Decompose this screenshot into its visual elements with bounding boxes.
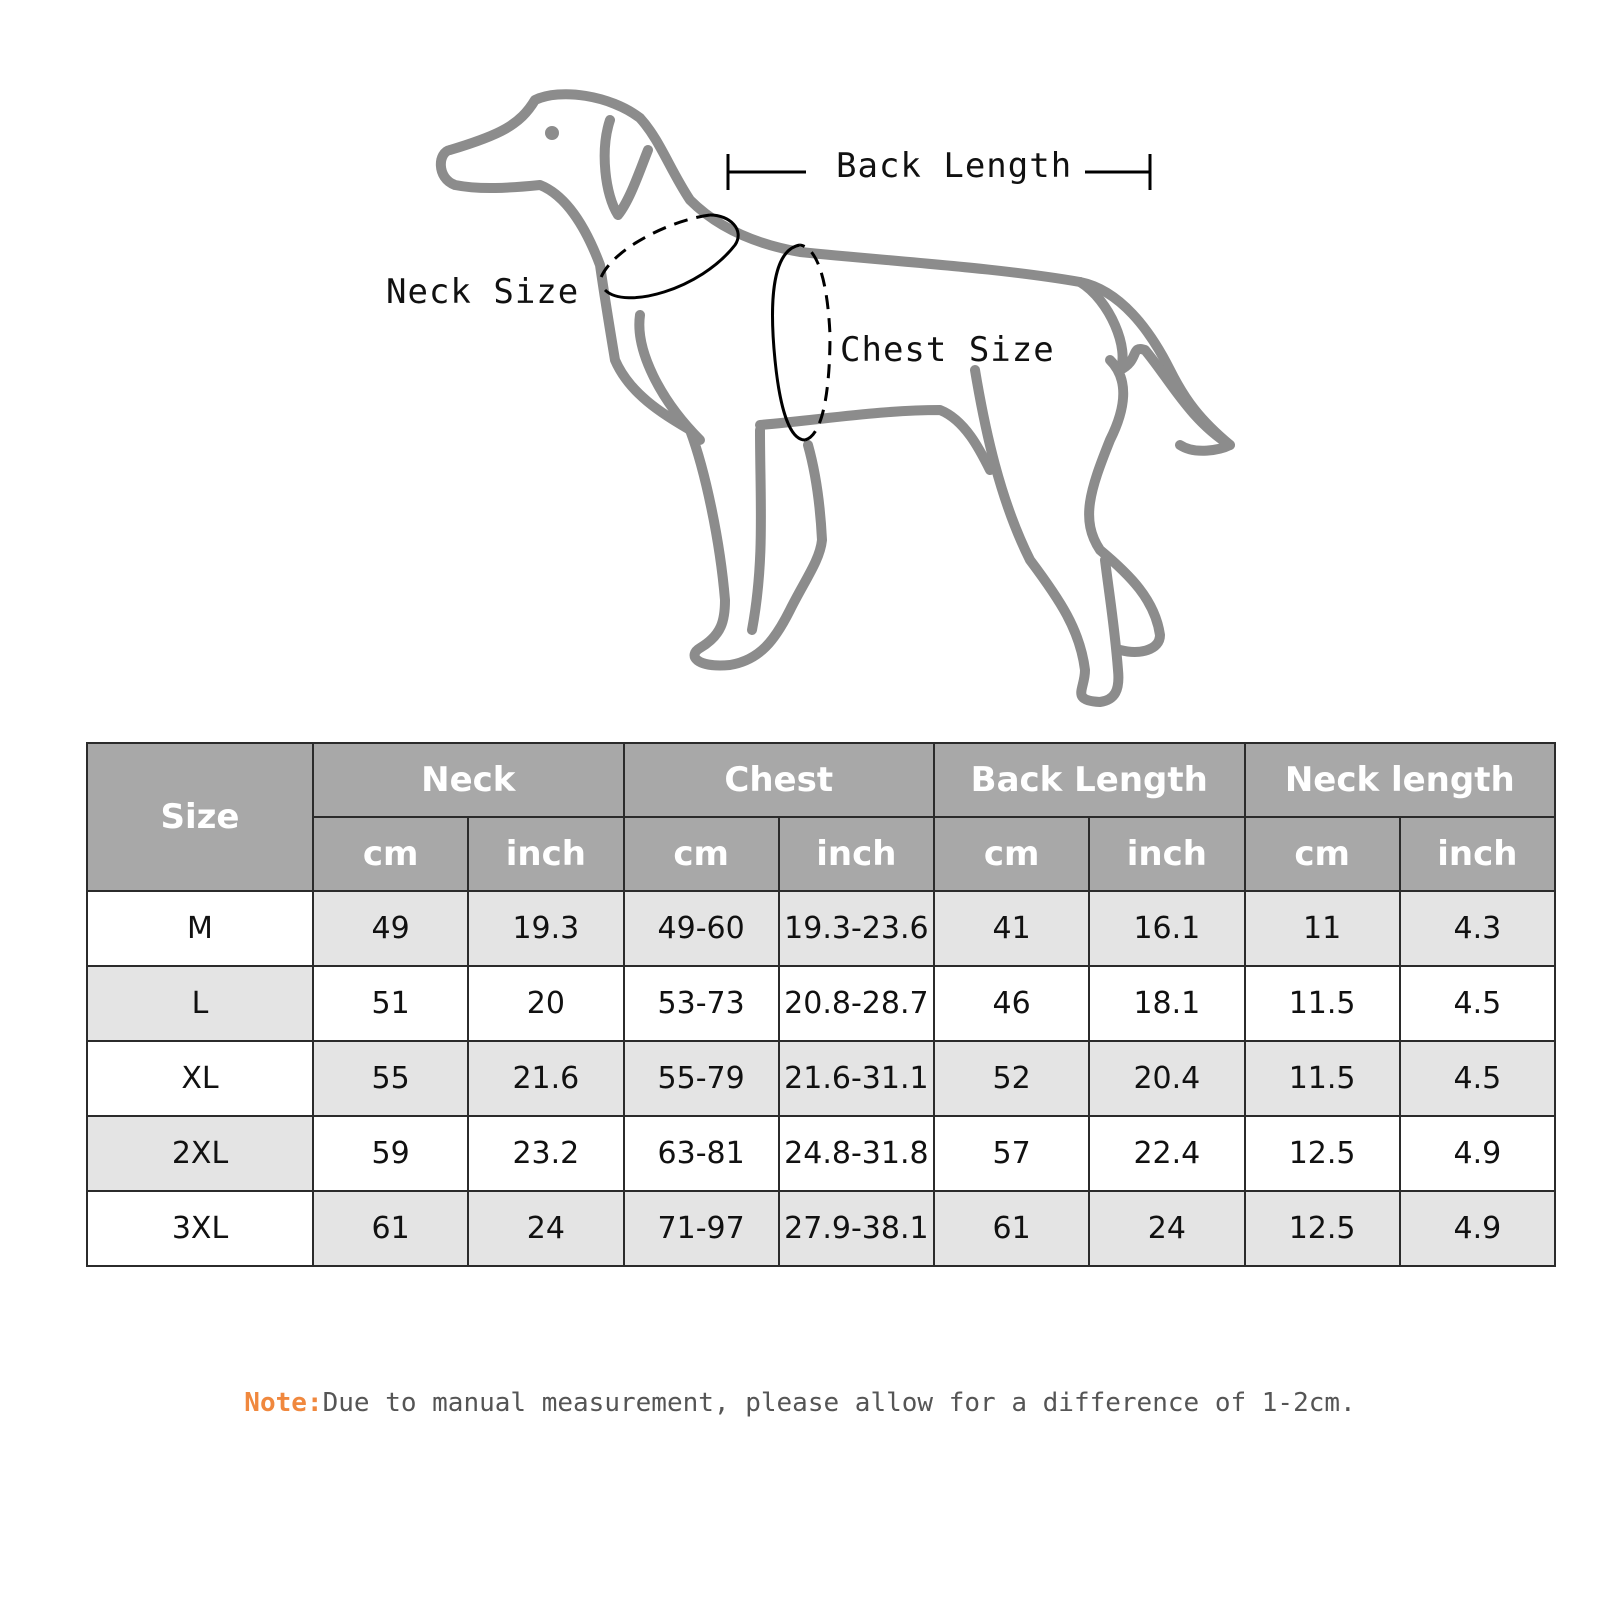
value-cell: 4.9	[1400, 1191, 1555, 1266]
value-cell: 61	[313, 1191, 468, 1266]
value-cell: 23.2	[468, 1116, 623, 1191]
unit-header: cm	[313, 817, 468, 891]
value-cell: 27.9-38.1	[779, 1191, 934, 1266]
table-row	[87, 1041, 1555, 1116]
value-cell: 53-73	[624, 966, 779, 1041]
value-cell: 12.5	[1245, 1116, 1400, 1191]
back-length-label: Back Length	[836, 146, 1073, 186]
size-column-header: Size	[87, 743, 313, 891]
unit-header: inch	[1089, 817, 1244, 891]
value-cell: 19.3	[468, 891, 623, 966]
unit-header: cm	[1245, 817, 1400, 891]
value-cell: 21.6	[468, 1041, 623, 1116]
table-row	[87, 1116, 1555, 1191]
value-cell: 24	[468, 1191, 623, 1266]
value-cell: 24.8-31.8	[779, 1116, 934, 1191]
value-cell: 20.8-28.7	[779, 966, 934, 1041]
measurement-note	[0, 1388, 1600, 1418]
note-text: Due to manual measurement, please allow for a difference of 1-2cm.	[322, 1388, 1356, 1418]
size-cell: L	[87, 966, 313, 1041]
value-cell: 55-79	[624, 1041, 779, 1116]
unit-header: inch	[1400, 817, 1555, 891]
value-cell: 18.1	[1089, 966, 1244, 1041]
size-cell: 2XL	[87, 1116, 313, 1191]
value-cell: 12.5	[1245, 1191, 1400, 1266]
chest-size-label: Chest Size	[840, 330, 1055, 370]
value-cell: 55	[313, 1041, 468, 1116]
value-cell: 4.5	[1400, 966, 1555, 1041]
value-cell: 16.1	[1089, 891, 1244, 966]
value-cell: 59	[313, 1116, 468, 1191]
value-cell: 51	[313, 966, 468, 1041]
value-cell: 19.3-23.6	[779, 891, 934, 966]
unit-header: cm	[624, 817, 779, 891]
unit-header: inch	[468, 817, 623, 891]
unit-header: cm	[934, 817, 1089, 891]
note-label: Note:	[244, 1388, 323, 1418]
value-cell: 11	[1245, 891, 1400, 966]
value-cell: 4.3	[1400, 891, 1555, 966]
table-row	[87, 966, 1555, 1041]
chest-size-marker	[773, 245, 830, 440]
group-header-neck-length: Neck length	[1245, 743, 1556, 817]
value-cell: 20	[468, 966, 623, 1041]
value-cell: 24	[1089, 1191, 1244, 1266]
value-cell: 21.6-31.1	[779, 1041, 934, 1116]
group-header-chest: Chest	[624, 743, 935, 817]
value-cell: 63-81	[624, 1116, 779, 1191]
value-cell: 46	[934, 966, 1089, 1041]
size-chart-table	[86, 742, 1556, 1267]
value-cell: 57	[934, 1116, 1089, 1191]
table-row	[87, 891, 1555, 966]
group-header-neck: Neck	[313, 743, 624, 817]
value-cell: 20.4	[1089, 1041, 1244, 1116]
neck-size-label: Neck Size	[386, 272, 580, 312]
group-header-back-length: Back Length	[934, 743, 1245, 817]
value-cell: 11.5	[1245, 966, 1400, 1041]
size-cell: M	[87, 891, 313, 966]
value-cell: 4.5	[1400, 1041, 1555, 1116]
size-cell: 3XL	[87, 1191, 313, 1266]
value-cell: 71-97	[624, 1191, 779, 1266]
value-cell: 41	[934, 891, 1089, 966]
value-cell: 22.4	[1089, 1116, 1244, 1191]
dog-measurement-diagram	[0, 0, 1600, 720]
dog-eye	[545, 126, 559, 140]
size-cell: XL	[87, 1041, 313, 1116]
value-cell: 61	[934, 1191, 1089, 1266]
table-header	[87, 743, 1555, 891]
value-cell: 11.5	[1245, 1041, 1400, 1116]
unit-header: inch	[779, 817, 934, 891]
value-cell: 52	[934, 1041, 1089, 1116]
value-cell: 4.9	[1400, 1116, 1555, 1191]
table-row	[87, 1191, 1555, 1266]
value-cell: 49-60	[624, 891, 779, 966]
value-cell: 49	[313, 891, 468, 966]
